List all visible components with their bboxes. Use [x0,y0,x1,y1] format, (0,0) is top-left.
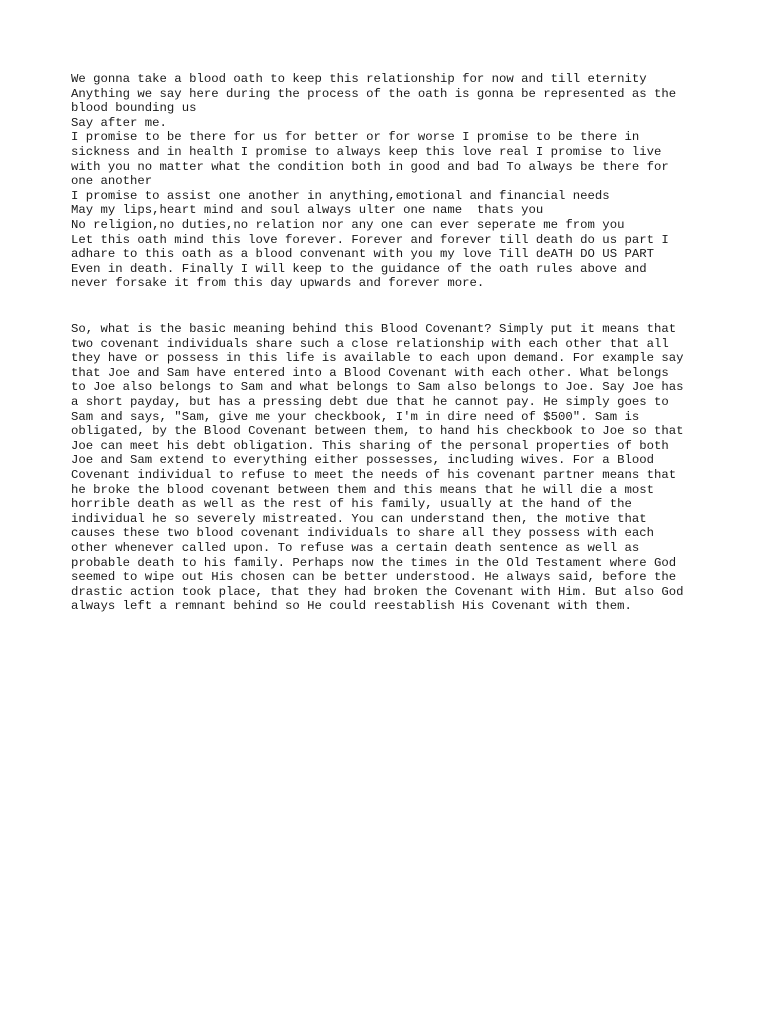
oath-paragraph: We gonna take a blood oath to keep this relationship for now and till eternity Anything we say here during the process of the oath is gonna be represented as the blood bounding us Say after me. I promise to be there for us for better or for worse I promise to be there in sickness and in health I promise to always keep this love real I promise to live with you no matter what the condition both in good and bad To always be there for one another I promise to assist one another in anything,emotional and financial needs May my lips,heart mind and soul always ulter one name thats you No religion,no duties,no relation nor any one can ever seperate me from you Let this oath mind this love forever. Forever and forever till death do us part I adhare to this oath as a blood convenant with you my love Till deATH DO US PART Even in death. Finally I will keep to the guidance of the oath rules above and never forsake it from this day upwards and forever more. [71,72,677,291]
covenant-meaning-paragraph: So, what is the basic meaning behind this Blood Covenant? Simply put it means that two covenant individuals share such a close relationship with each other that all they have or possess in this life is available to each upon demand. For example say that Joe and Sam have entered into a Blood Covenant with each other. What belongs to Joe also belongs to Sam and what belongs to Sam also belongs to Joe. Say Joe has a short payday, but has a pressing debt due that he cannot pay. He simply goes to Sam and says, "Sam, give me your checkbook, I'm in dire need of $500". Sam is obligated, by the Blood Covenant between them, to hand his checkbook to Joe so that Joe can meet his debt obligation. This sharing of the personal properties of both Joe and Sam extend to everything either possesses, including wives. For a Blood Covenant individual to refuse to meet the needs of his covenant partner means that he broke the blood covenant between them and this means that he will die a most horrible death as well as the rest of his family, usually at the hand of the individual he so severely mistreated. You can understand then, the motive that causes these two blood covenant individuals to share all they possess with each other whenever called upon. To refuse was a certain death sentence as well as probable death to his family. Perhaps now the times in the Old Testament where God seemed to wipe out His chosen can be better understood. He always said, before the drastic action took place, that they had broken the Covenant with Him. But also God always left a remnant behind so He could reestablish His Covenant with them. [71,322,684,614]
